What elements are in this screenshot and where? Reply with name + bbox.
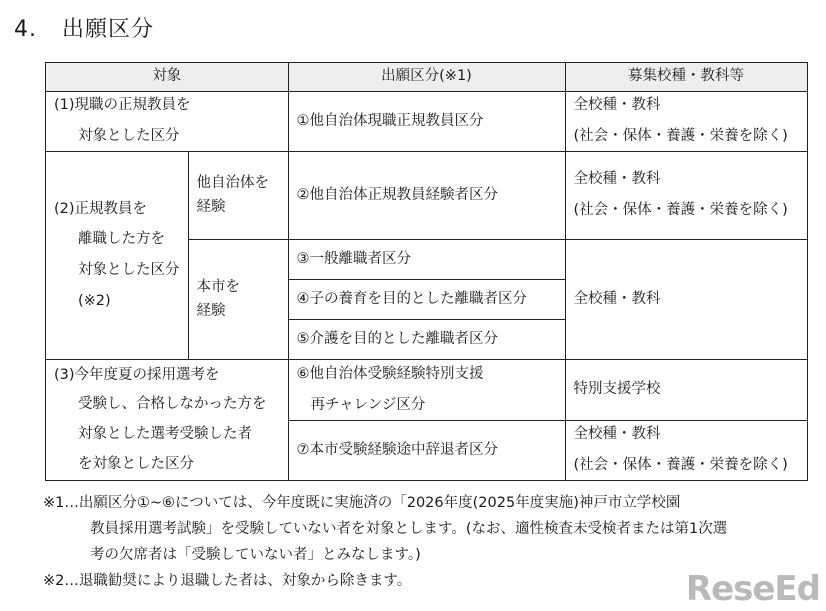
row3-sub-a-category-line1: ⑥他自治体受験経験特別支援 <box>296 365 484 382</box>
row2-target-line1: (2)正規教員を <box>54 200 148 217</box>
row2-sub-b-category-4: ④子の養育を目的とした離職者区分 <box>288 280 565 320</box>
row3-sub-b-scope-line2: (社会・保体・養護・栄養を除く) <box>573 457 788 473</box>
row2-target-line3: 対象とした区分 <box>78 262 180 278</box>
row2-sub-b-label-line1: 本市を <box>196 278 240 295</box>
row2-sub-b-category-5: ⑤介護を目的とした離職者区分 <box>288 320 565 360</box>
row3-sub-a-category <box>288 360 565 421</box>
row2-sub-a-label-line2: 経験 <box>196 198 226 215</box>
row3-target-line4: を対象とした区分 <box>78 455 194 472</box>
row2-target-line4: (※2) <box>78 292 111 309</box>
row3-sub-b-category: ⑦本市受験経験途中辞退者区分 <box>288 421 565 481</box>
row2-sub-a-label <box>188 152 288 240</box>
application-category-table <box>45 62 808 481</box>
header-category: 出願区分(※1) <box>288 63 565 92</box>
table-header-row <box>46 63 808 92</box>
footnote-1-line1: ※1…出願区分①~⑥については、今年度既に実施済の「2026年度(2025年度実施)神戸市立学校園 <box>43 495 681 511</box>
section-number: 4. <box>14 17 37 42</box>
section-title: 出願区分 <box>62 17 155 42</box>
footnote-1-line2: 教員採用選考試験」を受験していない者を対象とします。(なお、適性検査未受検者または第1次選 <box>90 521 728 537</box>
row2-sub-b-label-line2: 経験 <box>196 302 226 319</box>
row3-sub-a-category-line2: 再チャレンジ区分 <box>310 396 426 413</box>
row1-scope-line2: (社会・保体・養護・栄養を除く) <box>573 128 788 144</box>
section-heading <box>14 12 154 43</box>
row2-sub-a-category: ②他自治体正規教員経験者区分 <box>288 152 565 240</box>
row1-target-line2: 対象とした区分 <box>78 128 180 144</box>
row3-target-line1: (3)今年度夏の採用選考を <box>54 366 220 383</box>
row2-sub-a-scope-line1: 全校種・教科 <box>573 171 661 188</box>
row2-target-line2: 離職した方を <box>78 231 165 248</box>
row3-sub-b-scope <box>565 421 807 481</box>
row2-sub-a-scope <box>565 152 807 240</box>
table-row <box>46 360 808 421</box>
row2-sub-a-label-line1: 他自治体を <box>196 174 269 191</box>
row3-target <box>46 360 289 481</box>
row3-sub-b-scope-line1: 全校種・教科 <box>573 426 661 443</box>
watermark-logo: ReseEd <box>685 569 820 609</box>
footnote-2: ※2…退職勧奨により退職した者は、対象から除きます。 <box>43 573 412 589</box>
row1-target <box>46 92 289 152</box>
row3-target-line2: 受験し、合格しなかった方を <box>78 396 267 413</box>
row3-sub-a-scope: 特別支援学校 <box>565 360 807 421</box>
row1-category: ①他自治体現職正規教員区分 <box>288 92 565 152</box>
row2-sub-b-category-3: ③一般離職者区分 <box>288 240 565 280</box>
row3-target-line3: 対象とした選考受験した者 <box>78 426 252 442</box>
header-target: 対象 <box>46 63 289 92</box>
row2-target <box>46 152 189 360</box>
row1-scope <box>565 92 807 152</box>
header-scope: 募集校種・教科等 <box>565 63 807 92</box>
footnotes <box>43 490 727 594</box>
footnote-1-line3: 考の欠席者は「受験していない者」とみなします。) <box>90 547 421 563</box>
table-row <box>46 92 808 152</box>
row1-scope-line1: 全校種・教科 <box>573 97 661 114</box>
row2-sub-b-label <box>188 240 288 360</box>
table-row <box>46 152 808 240</box>
row1-target-line1: (1)現職の正規教員を <box>54 97 191 114</box>
row2-sub-b-scope: 全校種・教科 <box>565 240 807 360</box>
row2-sub-a-scope-line2: (社会・保体・養護・栄養を除く) <box>573 202 788 218</box>
